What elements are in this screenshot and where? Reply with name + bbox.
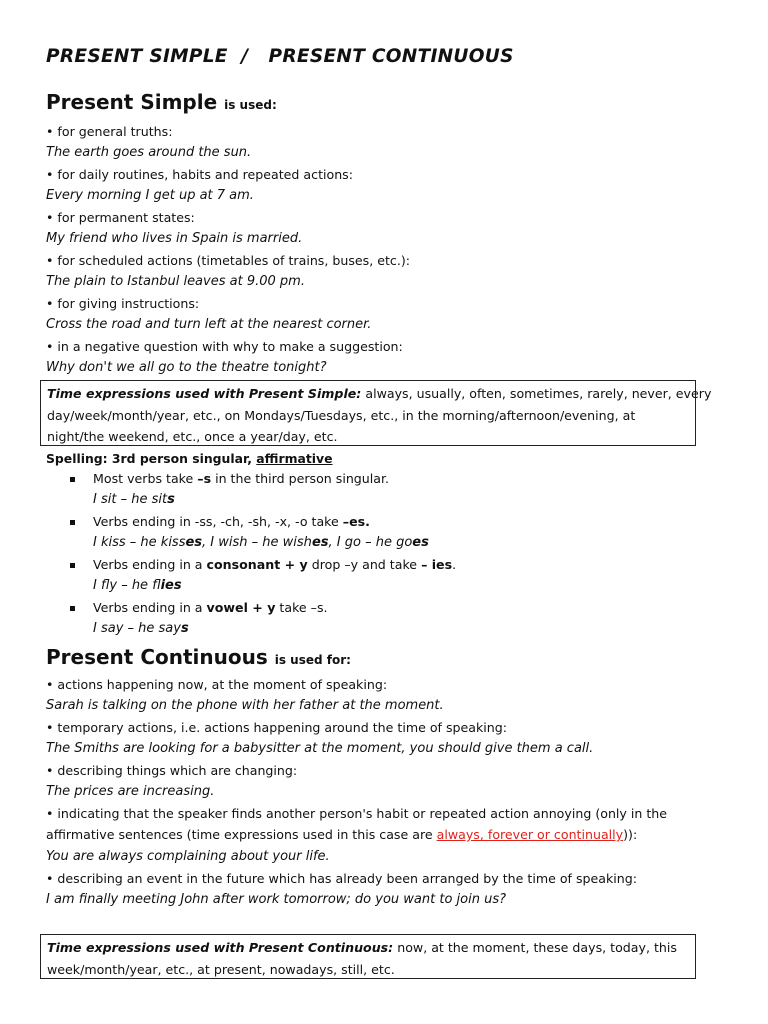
simple-example-3: My friend who lives in Spain is married. bbox=[46, 231, 303, 246]
simple-use-6: • in a negative question with why to make a suggestion: bbox=[46, 339, 403, 354]
spelling-rule-4: Verbs ending in a vowel + y take –s. bbox=[93, 600, 328, 615]
bullet-square bbox=[70, 477, 75, 482]
continuous-use-2: • temporary actions, i.e. actions happening around the time of speaking: bbox=[46, 720, 508, 735]
continuous-example-3: The prices are increasing. bbox=[46, 784, 215, 799]
continuous-example-2: The Smiths are looking for a babysitter at the moment, you should give them a call. bbox=[46, 741, 594, 756]
continuous-time-text-2: week/month/year, etc., at present, nowadays, still, etc. bbox=[47, 961, 395, 977]
simple-example-4: The plain to Istanbul leaves at 9.00 pm. bbox=[46, 274, 305, 289]
spelling-example-3: I fly – he flies bbox=[93, 578, 182, 593]
present-simple-heading-suffix: is used: bbox=[224, 98, 277, 112]
spelling-example-2: I kiss – he kisses, I wish – he wishes, I go – he goes bbox=[93, 535, 429, 550]
present-continuous-heading bbox=[46, 645, 351, 669]
simple-example-5: Cross the road and turn left at the nearest corner. bbox=[46, 317, 372, 332]
present-simple-heading-text: Present Simple bbox=[46, 90, 218, 114]
spelling-rule-3: Verbs ending in a consonant + y drop –y and take – ies. bbox=[93, 557, 457, 572]
present-continuous-heading-suffix: is used for: bbox=[274, 653, 351, 667]
spelling-rule-2: Verbs ending in -ss, -ch, -sh, -x, -o take –es. bbox=[93, 514, 370, 529]
spelling-heading bbox=[46, 451, 333, 466]
simple-time-expressions-box bbox=[40, 380, 712, 446]
continuous-example-4: You are always complaining about your life. bbox=[46, 849, 330, 864]
simple-use-2: • for daily routines, habits and repeated actions: bbox=[46, 167, 353, 182]
page-title: PRESENT SIMPLE / PRESENT CONTINUOUS bbox=[46, 46, 514, 67]
bullet-square bbox=[70, 606, 75, 611]
simple-use-4: • for scheduled actions (timetables of trains, buses, etc.): bbox=[46, 253, 410, 268]
continuous-time-expressions-box bbox=[40, 934, 696, 979]
bullet-square bbox=[70, 563, 75, 568]
continuous-example-1: Sarah is talking on the phone with her father at the moment. bbox=[46, 698, 444, 713]
simple-time-text-3: night/the weekend, etc., once a year/day, etc. bbox=[47, 429, 338, 444]
simple-use-3: • for permanent states: bbox=[46, 210, 195, 225]
continuous-time-text-1: now, at the moment, these days, today, this bbox=[393, 940, 677, 955]
continuous-use-4-cont: affirmative sentences (time expressions used in this case are always, forever or continually)): bbox=[46, 827, 638, 842]
continuous-use-5: • describing an event in the future which has already been arranged by the time of speaking: bbox=[46, 871, 638, 886]
continuous-use-4: • indicating that the speaker finds another person's habit or repeated action annoying (only in the bbox=[46, 806, 668, 821]
simple-use-1: • for general truths: bbox=[46, 124, 173, 139]
continuous-use-1: • actions happening now, at the moment of speaking: bbox=[46, 677, 388, 692]
bullet-square bbox=[70, 520, 75, 525]
simple-time-text-1: always, usually, often, sometimes, rarely, never, every bbox=[361, 386, 712, 401]
simple-use-5: • for giving instructions: bbox=[46, 296, 200, 311]
spelling-example-4: I say – he says bbox=[93, 621, 189, 636]
simple-time-text-2: day/week/month/year, etc., on Mondays/Tuesdays, etc., in the morning/afternoon/evening, at bbox=[47, 407, 636, 423]
spelling-rule-1: Most verbs take –s in the third person singular. bbox=[93, 471, 390, 486]
present-simple-heading bbox=[46, 90, 277, 114]
present-continuous-heading-text: Present Continuous bbox=[46, 645, 268, 669]
continuous-time-label: Time expressions used with Present Continuous: bbox=[47, 940, 394, 955]
continuous-example-5: I am finally meeting John after work tomorrow; do you want to join us? bbox=[46, 892, 507, 907]
spelling-label: Spelling: 3rd person singular, bbox=[46, 451, 257, 466]
simple-example-2: Every morning I get up at 7 am. bbox=[46, 188, 254, 203]
highlighted-time-expressions: always, forever or continually bbox=[436, 827, 624, 842]
spelling-label-affirmative: affirmative bbox=[256, 451, 333, 466]
spelling-example-1: I sit – he sits bbox=[93, 492, 175, 507]
continuous-use-3: • describing things which are changing: bbox=[46, 763, 298, 778]
simple-time-label: Time expressions used with Present Simple: bbox=[47, 386, 362, 401]
simple-example-6: Why don't we all go to the theatre tonight? bbox=[46, 360, 327, 375]
simple-example-1: The earth goes around the sun. bbox=[46, 145, 252, 160]
